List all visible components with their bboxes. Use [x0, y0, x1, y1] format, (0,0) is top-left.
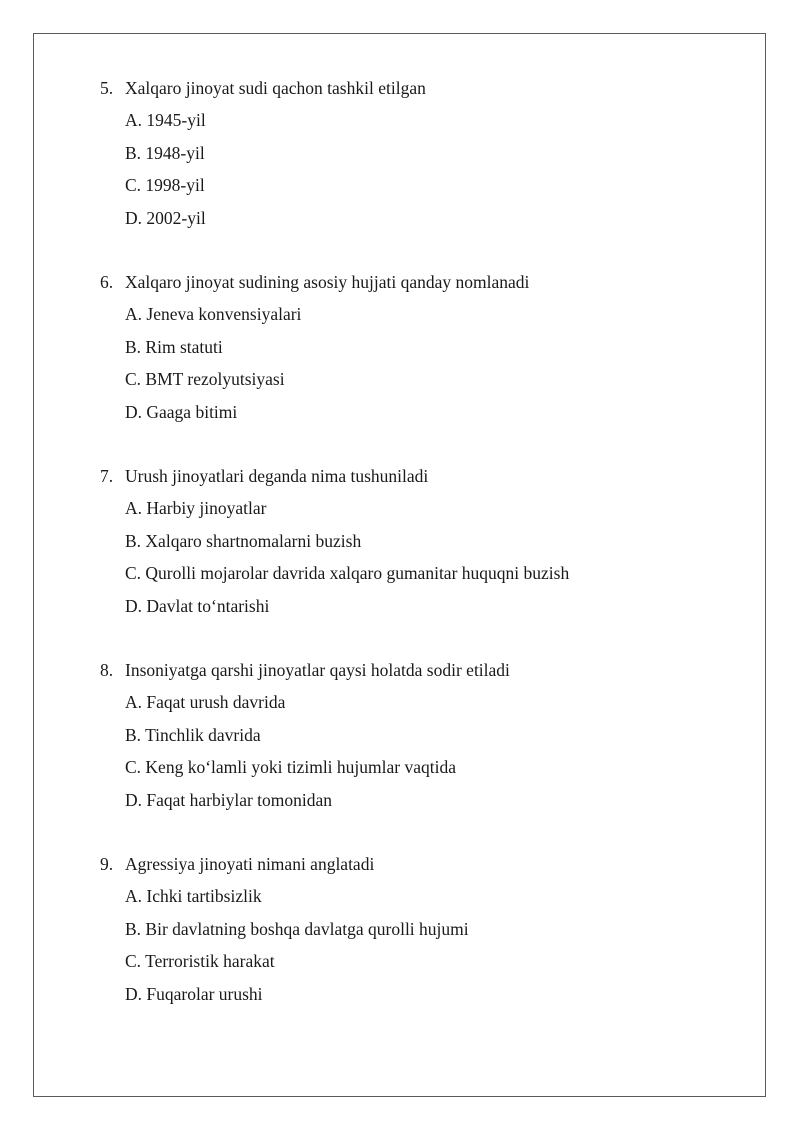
- option-c: C. Keng ko‘lamli yoki tizimli hujumlar vaqtida: [125, 757, 456, 777]
- question-heading: [100, 851, 720, 883]
- question-text: Xalqaro jinoyat sudi qachon tashkil etilgan: [125, 78, 426, 98]
- question-text: Insoniyatga qarshi jinoyatlar qaysi holatda sodir etiladi: [125, 660, 510, 680]
- answer-options: [100, 301, 720, 431]
- question-list: [100, 75, 720, 1045]
- option-d: D. Faqat harbiylar tomonidan: [125, 789, 333, 810]
- option-b: B. 1948-yil: [125, 142, 205, 163]
- option-d: D. Gaaga bitimi: [125, 401, 238, 422]
- option-c: C. BMT rezolyutsiyasi: [125, 369, 285, 389]
- answer-options: [100, 689, 720, 819]
- option-a: A. Ichki tartibsizlik: [125, 886, 262, 906]
- option-b: B. Xalqaro shartnomalarni buzish: [125, 530, 362, 551]
- option-c: C. 1998-yil: [125, 175, 205, 195]
- question-number: 9.: [100, 854, 114, 874]
- question-number: 6.: [100, 272, 114, 292]
- answer-options: [100, 495, 720, 625]
- option-b: B. Tinchlik davrida: [125, 724, 261, 745]
- answer-options: [100, 883, 720, 1013]
- question-text: Urush jinoyatlari deganda nima tushuniladi: [125, 466, 429, 486]
- option-c: C. Terroristik harakat: [125, 951, 275, 971]
- question-text: Xalqaro jinoyat sudining asosiy hujjati qanday nomlanadi: [125, 272, 530, 292]
- question-9: [100, 851, 720, 1013]
- option-c: C. Qurolli mojarolar davrida xalqaro gumanitar huquqni buzish: [125, 563, 570, 583]
- option-a: A. Faqat urush davrida: [125, 692, 286, 712]
- option-a: A. Harbiy jinoyatlar: [125, 498, 267, 518]
- answer-options: [100, 107, 720, 237]
- question-heading: [100, 463, 720, 495]
- option-d: D. Davlat to‘ntarishi: [125, 595, 270, 616]
- question-5: [100, 75, 720, 237]
- question-heading: [100, 269, 720, 301]
- question-heading: [100, 75, 720, 107]
- question-number: 7.: [100, 466, 114, 486]
- option-b: B. Bir davlatning boshqa davlatga qurolli hujumi: [125, 918, 469, 939]
- question-8: [100, 657, 720, 819]
- option-a: A. Jeneva konvensiyalari: [125, 304, 302, 324]
- question-number: 5.: [100, 78, 114, 98]
- question-6: [100, 269, 720, 431]
- question-number: 8.: [100, 660, 114, 680]
- option-b: B. Rim statuti: [125, 336, 223, 357]
- option-d: D. Fuqarolar urushi: [125, 983, 263, 1004]
- option-a: A. 1945-yil: [125, 110, 206, 130]
- option-d: D. 2002-yil: [125, 207, 206, 228]
- question-heading: [100, 657, 720, 689]
- question-text: Agressiya jinoyati nimani anglatadi: [125, 854, 375, 874]
- question-7: [100, 463, 720, 625]
